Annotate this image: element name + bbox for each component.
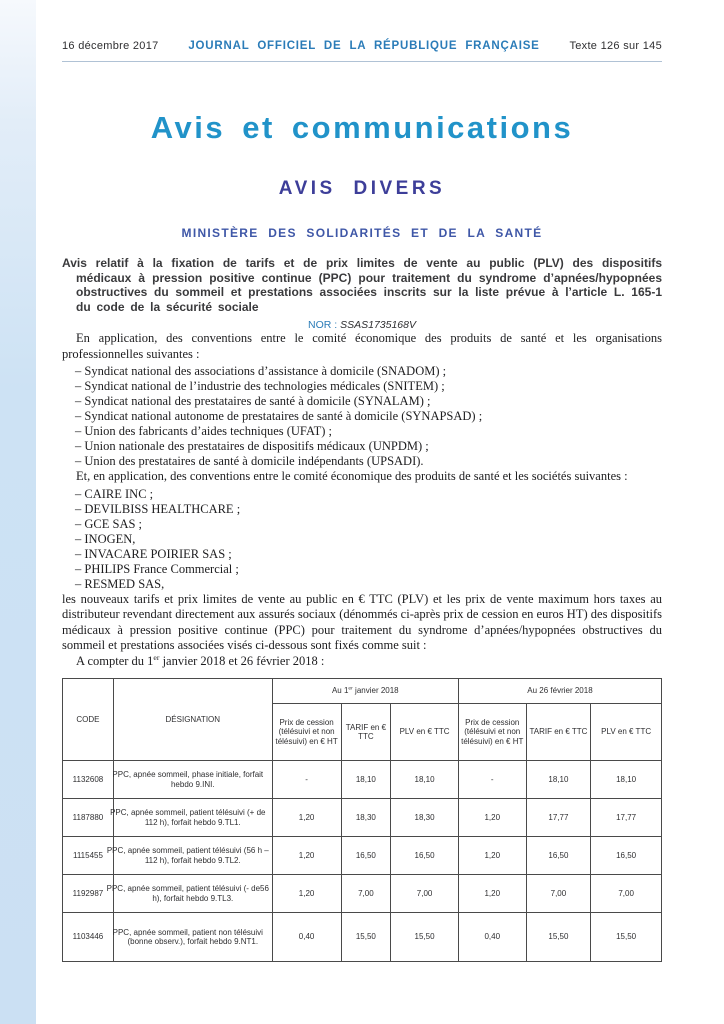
code-cell: 1187880 bbox=[63, 799, 114, 837]
table-group-header-row bbox=[63, 679, 662, 704]
list-item: – Syndicat national de l’industrie des technologies médicales (SNITEM) ; bbox=[75, 379, 445, 394]
tarif-cell: 7,00 bbox=[341, 875, 391, 913]
designation-cell: PPC, apnée sommeil, phase initiale, forfait hebdo 9.INI. bbox=[113, 761, 272, 799]
list-item: – Syndicat national des associations d’assistance à domicile (SNADOM) ; bbox=[75, 364, 447, 379]
list-item: – Union des fabricants d’aides techniques (UFAT) ; bbox=[75, 424, 332, 439]
designation-cell: PPC, apnée sommeil, patient télésuivi (56 h – 112 h), forfait hebdo 9.TL2. bbox=[113, 837, 272, 875]
column-header-prix-cession: Prix de cession (télésuivi et non télésuivi) en € HT bbox=[272, 704, 341, 761]
nor-line bbox=[62, 319, 662, 331]
table-row bbox=[63, 761, 662, 799]
prix-cession-cell: 1,20 bbox=[272, 799, 341, 837]
page-content bbox=[62, 0, 662, 962]
table-row bbox=[63, 799, 662, 837]
group-header-superscript: er bbox=[348, 686, 353, 692]
tarif-cell: 17,77 bbox=[526, 799, 591, 837]
plv-cell: 7,00 bbox=[591, 875, 662, 913]
tarif-cell: 18,10 bbox=[526, 761, 591, 799]
list-item: – Union des prestataires de santé à domicile indépendants (UPSADI). bbox=[75, 454, 424, 469]
list-item: – PHILIPS France Commercial ; bbox=[75, 561, 239, 576]
paragraph-intro-companies: Et, en application, des conventions entre le comité économique des produits de santé et les sociétés suivantes : bbox=[76, 469, 628, 484]
plv-cell: 15,50 bbox=[591, 913, 662, 962]
table-row bbox=[63, 837, 662, 875]
header-journal-title: JOURNAL OFFICIEL DE LA RÉPUBLIQUE FRANÇAISE bbox=[188, 40, 540, 52]
list-item: – INVACARE POIRIER SAS ; bbox=[75, 546, 232, 561]
plv-cell: 16,50 bbox=[391, 837, 459, 875]
paragraph-intro-organisations: En application, des conventions entre le comité économique des produits de santé et les organisations professionnelles suivantes : bbox=[62, 331, 662, 361]
tarif-cell: 18,10 bbox=[341, 761, 391, 799]
nor-value: SSAS1735168V bbox=[340, 319, 416, 332]
plv-cell: 18,10 bbox=[591, 761, 662, 799]
ministry-title: MINISTÈRE DES SOLIDARITÉS ET DE LA SANTÉ bbox=[181, 226, 543, 240]
header-date: 16 décembre 2017 bbox=[62, 40, 159, 52]
prix-cession-cell: - bbox=[458, 761, 526, 799]
plv-cell: 16,50 bbox=[591, 837, 662, 875]
column-header-designation: DÉSIGNATION bbox=[113, 679, 272, 761]
list-item: – DEVILBISS HEALTHCARE ; bbox=[75, 501, 241, 516]
designation-cell: PPC, apnée sommeil, patient non télésuivi (bonne observ.), forfait hebdo 9.NT1. bbox=[113, 913, 272, 962]
plv-cell: 17,77 bbox=[591, 799, 662, 837]
plv-cell: 15,50 bbox=[391, 913, 459, 962]
designation-cell: PPC, apnée sommeil, patient télésuivi (- de56 h), forfait hebdo 9.TL3. bbox=[113, 875, 272, 913]
prix-cession-cell: 0,40 bbox=[458, 913, 526, 962]
group-header-text: Au 1 bbox=[331, 686, 349, 696]
prix-cession-cell: 1,20 bbox=[458, 799, 526, 837]
tarif-cell: 16,50 bbox=[341, 837, 391, 875]
header-text-reference: Texte 126 sur 145 bbox=[569, 40, 662, 52]
prix-cession-cell: 1,20 bbox=[272, 837, 341, 875]
list-item: – INOGEN, bbox=[75, 531, 136, 546]
tarif-cell: 18,30 bbox=[341, 799, 391, 837]
column-header-tarif: TARIF en € TTC bbox=[526, 704, 591, 761]
paragraph-effective-dates bbox=[62, 654, 662, 670]
paragraph-tarifs: les nouveaux tarifs et prix limites de vente au public en € TTC (PLV) et les prix de vente maximum hors taxes au distributeur revendant directement aux assurés sociaux (dénommés ci-après prix de cession en euros HT) des dispositifs médicaux à pression positive continue (PPC) pour traitement du syndrome d’apnées/hypopnées obstructives du sommeil et prestations associées visés ci-dessous sont fixés comme suit : bbox=[62, 591, 662, 653]
header-rule bbox=[62, 61, 662, 62]
list-item: – CAIRE INC ; bbox=[75, 486, 154, 501]
section-title: AVIS DIVERS bbox=[278, 178, 446, 199]
column-header-tarif: TARIF en € TTC bbox=[341, 704, 391, 761]
organisations-list bbox=[62, 364, 662, 469]
prix-cession-cell: 0,40 bbox=[272, 913, 341, 962]
group-header-january bbox=[272, 679, 458, 704]
table-row bbox=[63, 875, 662, 913]
plv-cell: 18,30 bbox=[391, 799, 459, 837]
tarif-cell: 15,50 bbox=[341, 913, 391, 962]
list-item: – Union nationale des prestataires de dispositifs médicaux (UNPDM) ; bbox=[75, 439, 429, 454]
prix-cession-cell: 1,20 bbox=[458, 875, 526, 913]
designation-cell: PPC, apnée sommeil, patient télésuivi (+ de 112 h), forfait hebdo 9.TL1. bbox=[113, 799, 272, 837]
notice-title: Avis relatif à la fixation de tarifs et de prix limites de vente au public (PLV) des dispositifs médicaux à pression positive continue (PPC) pour traitement du syndrome d’apnées/hypopnées obstructives du sommeil et prestations associées inscrits sur la liste prévue à l’article L. 165-1 du code de la sécurité sociale bbox=[62, 256, 662, 314]
list-item: – GCE SAS ; bbox=[75, 516, 143, 531]
table-row bbox=[63, 913, 662, 962]
nor-label: NOR : bbox=[308, 319, 341, 332]
date-ordinal-superscript: er bbox=[153, 652, 160, 662]
prix-cession-cell: 1,20 bbox=[272, 875, 341, 913]
companies-list bbox=[62, 487, 662, 592]
list-item: – Syndicat national des prestataires de santé à domicile (SYNALAM) ; bbox=[75, 394, 431, 409]
page-header bbox=[62, 40, 662, 52]
column-header-plv: PLV en € TTC bbox=[391, 704, 459, 761]
plv-cell: 7,00 bbox=[391, 875, 459, 913]
code-cell: 1132608 bbox=[63, 761, 114, 799]
code-cell: 1103446 bbox=[63, 913, 114, 962]
tarif-cell: 15,50 bbox=[526, 913, 591, 962]
tarif-cell: 7,00 bbox=[526, 875, 591, 913]
tarif-cell: 16,50 bbox=[526, 837, 591, 875]
plv-cell: 18,10 bbox=[391, 761, 459, 799]
prix-cession-cell: 1,20 bbox=[458, 837, 526, 875]
group-header-february: Au 26 février 2018 bbox=[458, 679, 661, 704]
list-item: – RESMED SAS, bbox=[75, 576, 165, 591]
code-cell: 1115455 bbox=[63, 837, 114, 875]
date-text: janvier 2018 et 26 février 2018 : bbox=[159, 653, 325, 668]
group-header-text: janvier 2018 bbox=[352, 686, 399, 696]
list-item: – Syndicat national autonome de prestataires de santé à domicile (SYNAPSAD) ; bbox=[75, 409, 483, 424]
date-text: A compter du 1 bbox=[76, 653, 154, 668]
tariffs-table bbox=[62, 678, 662, 962]
page-title: Avis et communications bbox=[150, 110, 574, 145]
column-header-plv: PLV en € TTC bbox=[591, 704, 662, 761]
column-header-prix-cession: Prix de cession (télésuivi et non télésuivi) en € HT bbox=[458, 704, 526, 761]
code-cell: 1192987 bbox=[63, 875, 114, 913]
page-left-margin-band bbox=[0, 0, 36, 1024]
column-header-code: CODE bbox=[63, 679, 114, 761]
prix-cession-cell: - bbox=[272, 761, 341, 799]
